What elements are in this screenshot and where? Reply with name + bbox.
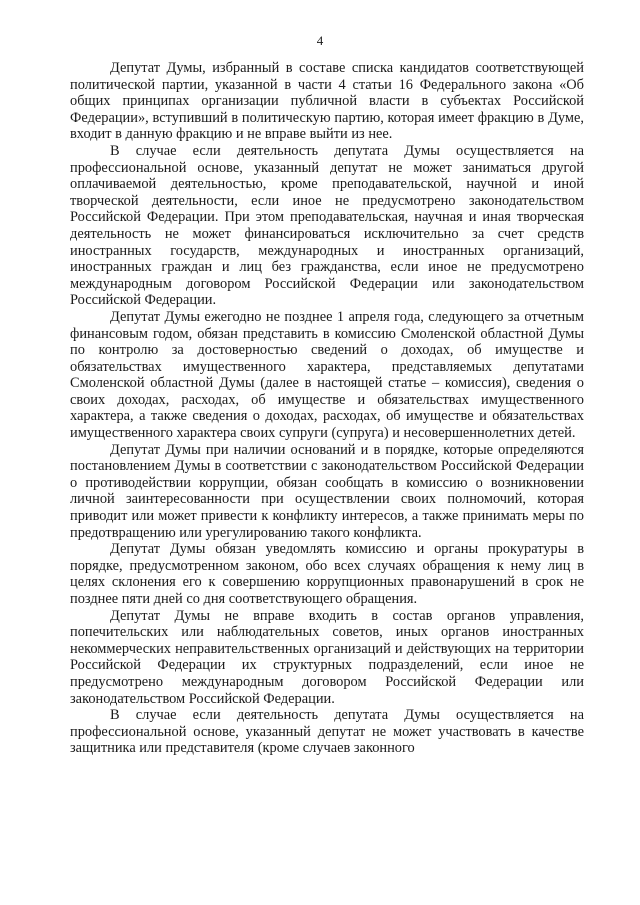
paragraph-income-declaration: Депутат Думы ежегодно не позднее 1 апреля года, следующего за отчетным финансовым годом, обязан представить в комиссию Смоленской областной Думы по контролю за достоверностью сведений о доходах, об имуществе и обязательствах имущественного характера, представляемых депутатами Смоленской областной Думы (далее в настоящей статье – комиссия), сведения о своих доходах, расходах, об имуществе и обязательствах имущественного характера, а также сведения о доходах, расходах, об имуществе и обязательствах имущественного характера своих супруги (супруга) и несовершеннолетних детей.: [70, 308, 584, 442]
page-number: 4: [316, 33, 324, 48]
document-body: [70, 60, 584, 757]
paragraph-conflict-of-interest: Депутат Думы при наличии оснований и в порядке, которые определяются постановлением Думы в соответствии с законодательством Российской Федерации о противодействии коррупции, обязан сообщать в комиссию о возникновении личной заинтересованности при осуществлении своих полномочий, которая приводит или может привести к конфликту интересов, а также принимать меры по предотвращению или урегулированию такого конфликта.: [70, 441, 584, 541]
paragraph-foreign-ngo-restriction: Депутат Думы не вправе входить в состав органов управления, попечительских или наблюдательных советов, иных органов иностранных некоммерческих неправительственных организаций и действующих на территории Российской Федерации их структурных подразделений, если иное не предусмотрено международным договором Российской Федерации или законодательством Российской Федерации.: [70, 607, 584, 707]
paragraph-paid-activity-restriction: В случае если деятельность депутата Думы осуществляется на профессиональной основе, указанный депутат не может заниматься другой оплачиваемой деятельностью, кроме преподавательской, научной и иной творческой деятельности, если иное не предусмотрено законодательством Российской Федерации. При этом преподавательская, научная и иная творческая деятельность не может финансироваться исключительно за счет средств иностранных государств, международных и иностранных организаций, иностранных граждан и лиц без гражданства, если иное не предусмотрено международным договором Российской Федерации или законодательством Российской Федерации.: [70, 142, 584, 309]
paragraph-corruption-notification: Депутат Думы обязан уведомлять комиссию и органы прокуратуры в порядке, предусмотренном законом, обо всех случаях обращения к нему лиц в целях склонения его к совершению коррупционных правонарушений в срок не позднее пяти дней со дня соответствующего обращения.: [70, 541, 584, 607]
paragraph-defender-restriction: В случае если деятельность депутата Думы осуществляется на профессиональной основе, указанный депутат не может участвовать в качестве защитника или представителя (кроме случаев законного: [70, 707, 584, 757]
paragraph-faction-membership: Депутат Думы, избранный в составе списка кандидатов соответствующей политической партии, указанной в части 4 статьи 16 Федерального закона «Об общих принципах организации публичной власти в субъектах Российской Федерации», вступивший в политическую партию, которая имеет фракцию в Думе, входит в данную фракцию и не вправе выйти из нее.: [70, 60, 584, 143]
